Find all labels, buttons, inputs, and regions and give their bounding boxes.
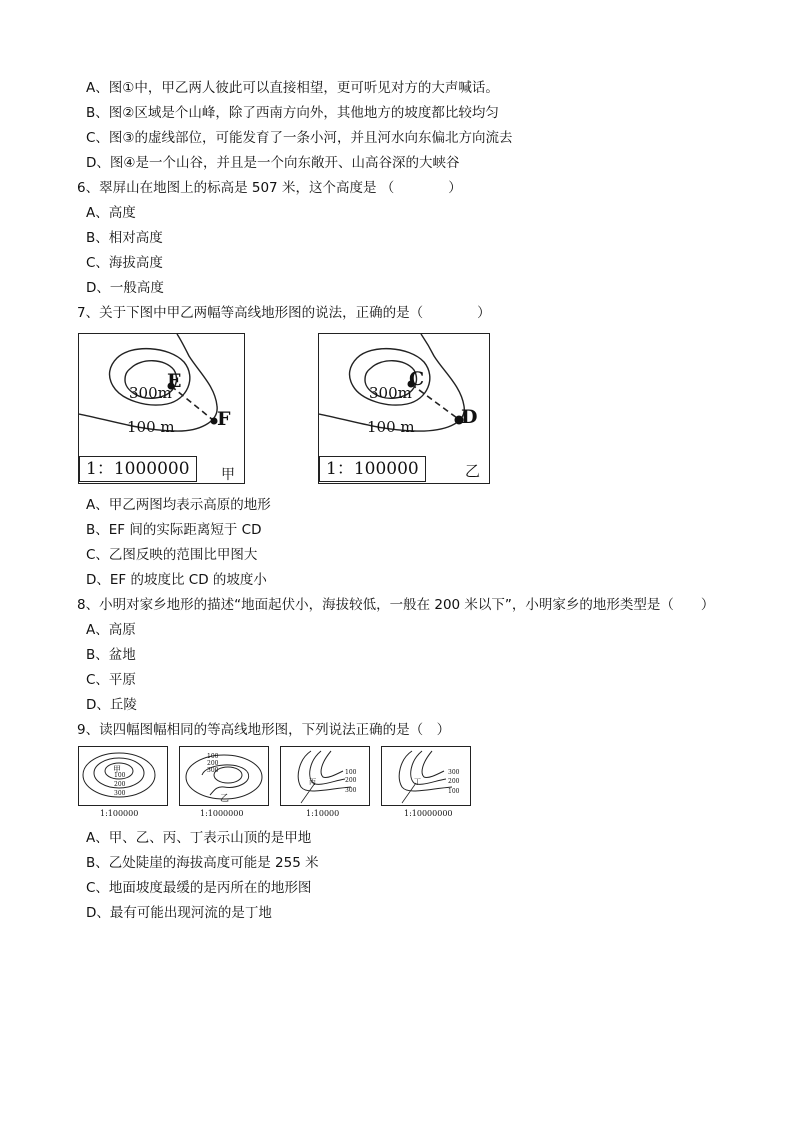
q5-option-c: C、图③的虚线部位，可能发育了一条小河，并且河水向东偏北方向流去 (86, 130, 513, 146)
q9-map-ding-scale: 1:10000000 (404, 809, 453, 818)
q9-map-bing-contour-3: 300 (345, 787, 357, 794)
q9-stem: 9、读四幅图幅相同的等高线地形图，下列说法正确的是（ ） (77, 722, 451, 738)
q9-map-ding-label: 丁 (414, 778, 421, 786)
map-yi-scale: 1：100000 (319, 456, 426, 482)
contour-map-yi (318, 333, 490, 484)
q9-map-ding-contour-2: 200 (448, 778, 460, 785)
q9-map-yi-contour-1: 100 (207, 753, 219, 760)
map-yi-name: 乙 (465, 462, 481, 480)
q9-map-bing-scale: 1:10000 (306, 809, 340, 818)
q9-map-bing (280, 746, 370, 806)
map-yi-point-c: C (409, 368, 425, 390)
q8-option-d: D、丘陵 (86, 697, 137, 713)
q9-map-yi-contour-3: 300 (207, 767, 219, 774)
q5-option-d: D、图④是一个山谷，并且是一个向东敞开、山高谷深的大峡谷 (86, 155, 460, 171)
q5-option-a: A、图①中，甲乙两人彼此可以直接相望，更可听见对方的大声喊话。 (86, 80, 499, 96)
q9-map-ding-drawing (382, 747, 472, 807)
q9-map-jia-contour-1: 100 (114, 772, 126, 779)
q9-map-ding (381, 746, 471, 806)
q9-map-jia-label: 甲 (113, 765, 121, 774)
q9-map-bing-contour-1: 100 (345, 769, 357, 776)
q9-map-bing-drawing (281, 747, 371, 807)
q9-map-yi-scale: 1:1000000 (200, 809, 244, 818)
q7-stem: 7、关于下图中甲乙两幅等高线地形图的说法，正确的是（ ） (77, 305, 491, 321)
q9-map-yi-contour-2: 200 (207, 760, 219, 767)
q7-option-b: B、EF 间的实际距离短于 CD (86, 522, 262, 538)
q8-option-b: B、盆地 (86, 647, 136, 663)
map-jia-point-e: E (167, 370, 182, 392)
q9-map-yi-label: 乙 (220, 794, 230, 804)
q8-stem: 8、小明对家乡地形的描述“地面起伏小，海拔较低，一般在 200 米以下”，小明家乡的地形类型是（ ） (77, 597, 715, 613)
map-jia-point-f: F (217, 408, 231, 430)
q9-map-bing-contour-2: 200 (345, 777, 357, 784)
q9-map-ding-contour-3: 100 (448, 788, 460, 795)
q7-option-d: D、EF 的坡度比 CD 的坡度小 (86, 572, 267, 588)
q7-option-c: C、乙图反映的范围比甲图大 (86, 547, 258, 563)
q7-option-a: A、甲乙两图均表示高原的地形 (86, 497, 271, 513)
q6-option-c: C、海拔高度 (86, 255, 163, 271)
q9-option-d: D、最有可能出现河流的是丁地 (86, 905, 272, 921)
q9-option-a: A、甲、乙、丙、丁表示山顶的是甲地 (86, 830, 312, 846)
q8-option-a: A、高原 (86, 622, 136, 638)
contour-map-jia (78, 333, 245, 484)
q9-map-jia-contour-2: 200 (114, 781, 126, 788)
map-yi-point-d: D (461, 406, 478, 428)
q5-option-b: B、图②区域是个山峰，除了西南方向外，其他地方的坡度都比较均匀 (86, 105, 499, 121)
q9-map-jia-contour-3: 300 (114, 790, 126, 797)
q9-option-c: C、地面坡度最缓的是丙所在的地形图 (86, 880, 312, 896)
q9-option-b: B、乙处陡崖的海拔高度可能是 255 米 (86, 855, 319, 871)
q8-option-c: C、平原 (86, 672, 136, 688)
map-jia-scale: 1：1000000 (79, 456, 197, 482)
q9-map-yi (179, 746, 269, 806)
q9-map-jia (78, 746, 168, 806)
q6-stem: 6、翠屏山在地图上的标高是 507 米，这个高度是 （ ） (77, 180, 462, 196)
map-yi-contour-100: 100 m (367, 418, 415, 436)
map-jia-contour-300: 300m (129, 384, 172, 402)
q9-map-bing-label: 丙 (309, 778, 316, 786)
q6-option-a: A、高度 (86, 205, 136, 221)
q9-map-ding-contour-1: 300 (448, 769, 460, 776)
q6-option-d: D、一般高度 (86, 280, 164, 296)
map-jia-name: 甲 (221, 467, 235, 483)
map-yi-contour-300: 300m (369, 384, 412, 402)
map-jia-contour-100: 100 m (127, 418, 175, 436)
q6-option-b: B、相对高度 (86, 230, 163, 246)
q9-map-jia-scale: 1:100000 (100, 809, 139, 818)
